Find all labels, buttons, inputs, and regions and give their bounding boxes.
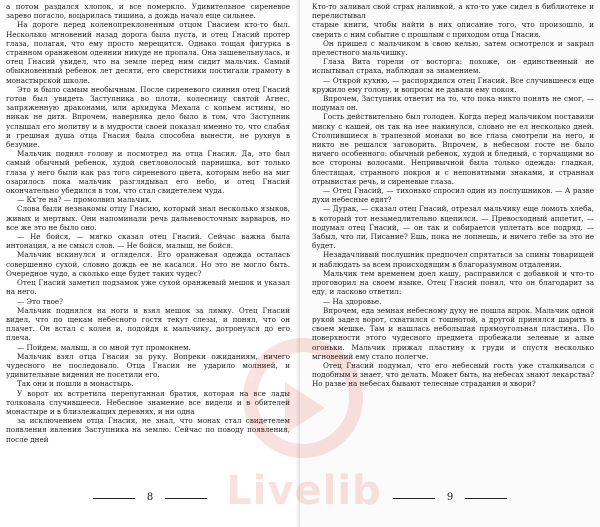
right-page-text	[312, 2, 594, 480]
paragraph: Мальчик тем временем доел кашу, расправился с добавкой и что-то проговорил на своем языке. Отец Гнасий понял, что он благодарит за еду, и ласково ответил:	[312, 268, 594, 297]
paragraph: — Отец Гнасий, — тихонько спросил один из послушников. — А разве духи небесные едят?	[312, 186, 594, 205]
paragraph: Он пришел с мальчиком в свою келью, затем осмотрелся и закрыл прелестного мальчишку.	[312, 38, 594, 58]
footer-rule	[393, 498, 435, 499]
paragraph: Так они и пошли в монастырь.	[17, 379, 134, 389]
paragraph: — Дурак, — сказал отец Гнасий, отрезал мальчику еще ломоть хлеба, в который тот незамедлительно вцепился. — Превосходный аппетит, — подумал отец Гнасий, — он так и собирается уплетать все подряд. — Забыл, что ли, Писание? Ешь, пока не лопнешь, и ничего тебе за это не будет.	[312, 204, 594, 251]
page-number: 9	[446, 492, 454, 503]
paragraph: У ворот их встретила перепуганная братия, которая на все лады толковала случившееся. Небесное знамение все видели и в обителей монастыре и в близлежащих деревнях, и ни одна	[6, 388, 290, 416]
paragraph: за исключением отца Гнасия, не знал, что монах стал свидетелем появления явления Заступника на землю. Сейчас по поводу появления, после дней	[6, 416, 290, 444]
paragraph: Впрочем, Заступник ответит на то, что пока никто понять не смог, — подумал он.	[312, 94, 594, 113]
paragraph: а потом раздался хлопок, и все померкло. Удивительное сиреневое зарево погасло, воцарилась тишина, а дождь начал еще сильнее.	[6, 2, 290, 21]
paragraph: Впрочем, еда земная небесному духу не пошла впрок. Мальчик одной рукой задел ворот, схватился с тошнотой, а другой принялся шарить в своем мешке. Там и нашлась небольшая прямоугольная пластина. По поверхности этого чудесного предмета пробежали зеленые и алые огоньки. Мальчик прижал пластину к груди и спустя несколько мгновений ему стало полегче.	[312, 305, 594, 361]
paragraph: Это и было самым необычным. После сиреневого сияния отец Гнасий готов был увидеть Заступника во плоти, колесницу святой Агнес, запряженную драконами, или архидука Мехала с копьем истины, но никак не дитя. Впрочем, наверняка дело было в том, что Заступник услышал его молитву и в мудрости своей показал именно то, что слабая и грешная душа отца Гнасия была способна вынести, не рухнув в безумие.	[6, 84, 290, 150]
paragraph: старые книги, чтобы найти в них описание того, что произошло, и сверить с ним событие с прошлым с приходом отца Гнасия.	[312, 20, 594, 39]
paragraph: Мальчик поднял голову и посмотрел на отца Гнасия. Да, это был самый обычный ребенок, худой светловолосый парнишка, вот только глаза у него были как раз того сиреневого цвета, которым небо на миг озарилось пока мальчик разглядывал его небо, и отец Гнасий окончательно убедился в том, что стал свидетелем чуда.	[6, 149, 290, 196]
page-number: 8	[146, 492, 154, 503]
footer-rule	[165, 498, 207, 499]
paragraph: Глаза Вита горели от восторга: похоже, он единственный не испытывал страха, наблюдая за знамением.	[312, 57, 594, 76]
paragraph: На дороге перед коленопреклоненным отцом Гнасием кто-то был. Несколько мгновений назад дорога была пуста, и отец Гнасий протер глаза, полагая, что ему просто мерещится. Однако тощая фигурка в странном оранжевом одеянии никуде не пропала. Она зашевельнулась, и отец Гнасий увидел, что на земле перед ним сидит мальчик. Самый обыкновенный ребенок лет десяти, его сверстники постигали грамоту в монастырской школе.	[6, 20, 290, 85]
paragraph: — На здоровье.	[323, 296, 382, 306]
right-page	[300, 0, 600, 527]
paragraph: Мальчик взял отца Гнасия за руку. Вопреки ожиданиям, ничего чудесного не последовало. Отца Гнасия не ударило молнией, и удивительные видения не посетили его.	[6, 351, 290, 380]
footer-rule	[465, 498, 507, 499]
paragraph: Слова были незнакомы отцу Гнасию, который знал несколько языков, живых и мертвых. Они напоминали речь дальневосточных варваров, но все же это не было оно.	[6, 204, 290, 232]
paragraph: Гость действительно был голоден. Когда перед мальчиком поставили миску с кашей, он так на нее накинулся, словно не ел несколько дней. Столпившиеся в трапезной монахи во все глаза смотрели на него, и никто не решался заговорить. Впрочем, в небесном госте не было ничего особенного: обычный ребенок, худой и бледный, с торчащими во все стороны волосами. Непривычной была только одежда: гладкая, блестящая, странного покроя и с непонятными знаками, и странная отрывистая речь, и сиреневые глаза.	[312, 112, 594, 186]
paragraph: — Кх'те на? — промолвил мальчик.	[17, 195, 152, 205]
paragraph: Незадачливый послушник предпочел спрятаться за спины товарищей и наблюдать за всем происходящим в благоразумном отдалении.	[312, 250, 594, 269]
paragraph: Отец Гнасий заметил подзамок уже сухой оранжевый мешок и указал на него.	[6, 278, 290, 297]
paragraph: Кто-то заливал свой страх наливкой, а кто-то уже сидел в библиотеке и перелистывал	[312, 2, 594, 21]
paragraph: Мальчик поднялся на ноги и взял мешок за лямку. Отец Гнасий видел, что по щекам небесного гостя текут слезы, и понял, что он плачет. Он встал с колен и, подойдя к мальчику, дотронулся до его плеча.	[6, 305, 290, 343]
footer-rule	[93, 498, 135, 499]
paragraph: Отец Гнасий подумал, что его небесный гость уже сталкивался с подобным и знает, что делать. Может быть, на небесах знают лекарства? Но разве на небесах бывают телесные страдания и хвори?	[312, 360, 594, 389]
paragraph: — Не бойся, — мягко сказал отец Гнасий. Сейчас важна была интонация, а не смысл слов. — Не бойся, малыш, не бойся.	[6, 232, 290, 251]
right-page-footer	[300, 492, 600, 504]
paragraph: — Это твое?	[17, 296, 64, 306]
left-page-footer	[0, 492, 300, 504]
paragraph: Мальчик вскинулся и огляделся. Его оранжевая одежда осталась совершенно сухой, словно дождь ее не касался. Но это не могло быть. Очередное чудо, а сколько еще будет таких чудес?	[6, 250, 290, 278]
left-page-text	[6, 2, 290, 480]
paragraph: — Открой кухню, — распорядился отец Гнасий. Все случившееся еще кружило ему голову, и вопросы не давали ему покоя.	[312, 75, 594, 94]
paragraph: — Пойдем, малыш, я со мной тут промокнем.	[17, 342, 191, 352]
